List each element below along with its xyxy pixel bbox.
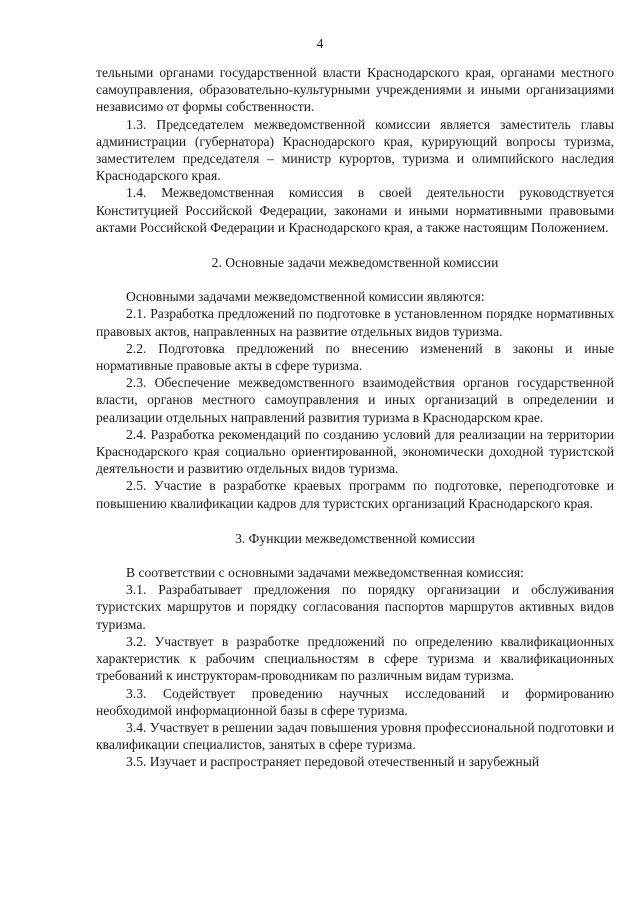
- paragraph-3-4: 3.4. Участвует в решении задач повышения уровня профессиональной подготовки и квалификации специалистов, занятых в сфере туризма.: [96, 719, 615, 753]
- paragraph-2-4: 2.4. Разработка рекомендаций по созданию условий для реализации на территории Краснодарского края социально ориентированной, экономически доходной туристской деятельности и развитию отдельных видов туризма.: [96, 426, 614, 477]
- document-body: [96, 64, 614, 771]
- section-3-title: 3. Функции межведомственной комиссии: [235, 530, 475, 546]
- paragraph-2-5: 2.5. Участие в разработке краевых программ по подготовке, переподготовке и повышению квалификации кадров для туристских организаций Краснодарского края.: [96, 478, 614, 511]
- paragraph-2-1: 2.1. Разработка предложений по подготовке в установленном порядке нормативных правовых актов, направленных на развитие отдельных видов туризма.: [96, 306, 614, 339]
- paragraph-3-5: 3.5. Изучает и распространяет передовой отечественный и зарубежный: [126, 754, 540, 770]
- paragraph-2-2: 2.2. Подготовка предложений по внесению изменений в законы и иные нормативные правовые акты в сфере туризма.: [96, 340, 614, 374]
- page-number: 4: [316, 37, 324, 52]
- paragraph-3-1: 3.1. Разрабатывает предложения по порядку организации и обслуживания туристских маршрутов и порядку согласования паспортов маршрутов активных видов туризма.: [96, 582, 614, 632]
- paragraph-3-3: 3.3. Содействует проведению научных исследований и формированию необходимой информационной базы в сфере туризма.: [96, 685, 614, 718]
- section-3-intro: В соответствии с основными задачами межведомственная комиссия:: [126, 565, 524, 581]
- paragraph-1-3: 1.3. Председателем межведомственной комиссии является заместитель главы администрации (губернатора) Краснодарского края, курирующий вопросы туризма, заместителем председателя – министр курортов, туризма и олимпийского наследия Краснодарского края.: [96, 116, 614, 184]
- paragraph-intro-continuation: тельными органами государственной власти Краснодарского края, органами местного самоуправления, образовательно-культурными учреждениями и иными организациями независимо от формы собственности.: [96, 65, 614, 115]
- paragraph-2-3: 2.3. Обеспечение межведомственного взаимодействия органов государственной власти, органов местного самоуправления и иных организаций в определении и реализации отдельных направлений развития туризма в Краснодарском крае.: [96, 375, 614, 425]
- section-2-title: 2. Основные задачи межведомственной комиссии: [211, 255, 499, 271]
- paragraph-1-4: 1.4. Межведомственная комиссия в своей деятельности руководствуется Конституцией Российской Федерации, законами и иными нормативными правовыми актами Российской Федерации и Краснодарского края, а также настоящим Положением.: [96, 185, 614, 235]
- section-2-intro: Основными задачами межведомственной комиссии являются:: [126, 289, 485, 305]
- paragraph-3-2: 3.2. Участвует в разработке предложений по определению квалификационных характеристик к рабочим специальностям в сфере туризма и квалификационных требований к инструкторам-проводникам по различным видам туризма.: [96, 633, 614, 684]
